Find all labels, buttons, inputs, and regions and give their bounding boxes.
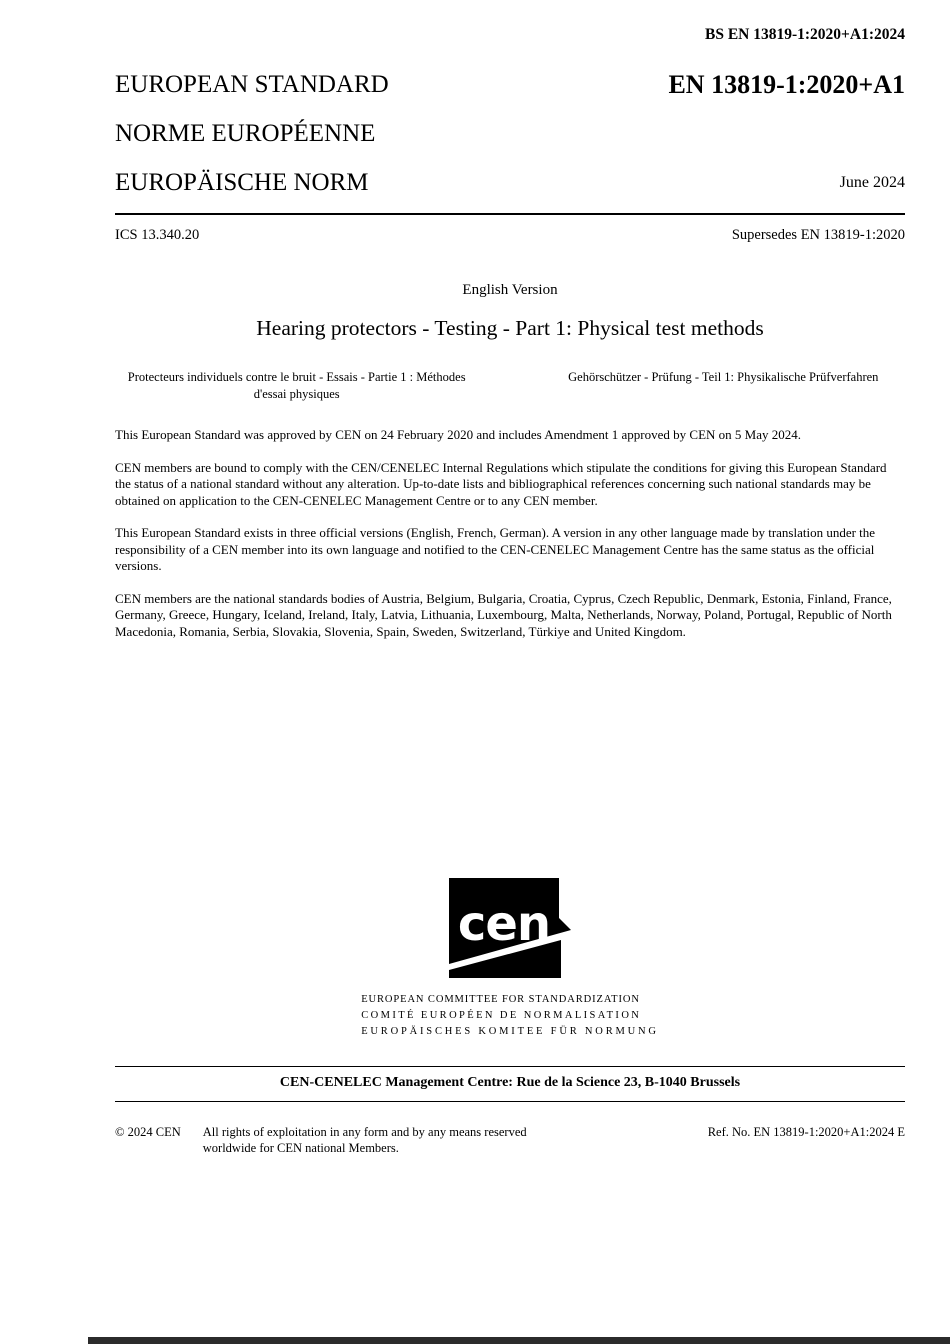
paragraph-approval: This European Standard was approved by CEN on 24 February 2020 and includes Amendment 1 approved by CEN on 5 May 2024. bbox=[115, 427, 801, 442]
paragraph-regulations: CEN members are bound to comply with the CEN/CENELEC Internal Regulations which stipulate the conditions for giving this European Standard the status of a national standard without any alteration. Up-to-date lists and bibliographical references concerning such national standards may be obtained on application to the CEN-CENELEC Management Centre or to any CEN member. bbox=[115, 459, 887, 508]
cen-logo-graphic bbox=[449, 878, 571, 978]
committee-names bbox=[361, 992, 659, 1040]
copyright-notice: © 2024 CEN bbox=[115, 1125, 181, 1139]
meta-row bbox=[115, 227, 905, 244]
rights-notice: All rights of exploitation in any form and by any means reserved worldwide for CEN national Members. bbox=[202, 1125, 527, 1155]
management-centre-address: CEN-CENELEC Management Centre: Rue de la Science 23, B-1040 Brussels bbox=[279, 1075, 741, 1090]
paragraph-members: CEN members are the national standards bodies of Austria, Belgium, Bulgaria, Croatia, Cyprus, Czech Republic, Denmark, Estonia, Finland, France, Germany, Greece, Hungary, Iceland, Ireland, Italy, Latvia, Lithuania, Luxembourg, Malta, Netherlands, Norway, Poland, Portugal, Republic of North Macedonia, Romania, Serbia, Slovakia, Slovenia, Spain, Sweden, Switzerland, Türkiye and United Kingdom. bbox=[115, 590, 892, 639]
bs-reference: BS EN 13819-1:2020+A1:2024 bbox=[704, 26, 905, 43]
page-bottom-edge bbox=[88, 1337, 950, 1344]
committee-line-english: EUROPEAN COMMITTEE FOR STANDARDIZATION bbox=[361, 994, 640, 1005]
masthead-title-french: NORME EUROPÉENNE bbox=[115, 120, 376, 147]
committee-line-german: EUROPÄISCHES KOMITEE FÜR NORMUNG bbox=[361, 1026, 659, 1037]
management-centre-divider-top bbox=[115, 1066, 905, 1067]
committee-line-french: COMITÉ EUROPÉEN DE NORMALISATION bbox=[361, 1010, 642, 1021]
header-divider bbox=[115, 213, 905, 215]
cen-logo-text: cen bbox=[457, 896, 551, 952]
paragraph-versions: This European Standard exists in three official versions (English, French, German). A version in any other language made by translation under the responsibility of a CEN member into its own language and notified to the CEN-CENELEC Management Centre has the same status as the official versions. bbox=[115, 525, 876, 573]
standard-title-english: Hearing protectors - Testing - Part 1: Physical test methods bbox=[256, 316, 764, 340]
publication-date: June 2024 bbox=[839, 173, 905, 191]
ics-code: ICS 13.340.20 bbox=[115, 227, 200, 243]
footer bbox=[115, 1124, 905, 1156]
masthead bbox=[115, 60, 905, 207]
version-label: English Version bbox=[462, 282, 558, 298]
masthead-title-english: EUROPEAN STANDARD bbox=[115, 71, 389, 98]
reference-number: Ref. No. EN 13819-1:2020+A1:2024 E bbox=[707, 1125, 905, 1139]
supersedes-note: Supersedes EN 13819-1:2020 bbox=[731, 227, 905, 243]
standard-title-german: Gehörschützer - Prüfung - Teil 1: Physikalische Prüfverfahren bbox=[568, 370, 879, 384]
management-centre-divider-bottom bbox=[115, 1101, 905, 1102]
standard-title-french: Protecteurs individuels contre le bruit - Essais - Partie 1 : Méthodes d'essai physiques bbox=[127, 370, 466, 401]
masthead-title-german: EUROPÄISCHE NORM bbox=[115, 169, 369, 196]
translated-titles bbox=[115, 369, 905, 403]
cen-logo bbox=[449, 878, 571, 978]
standard-number: EN 13819-1:2020+A1 bbox=[668, 69, 905, 99]
